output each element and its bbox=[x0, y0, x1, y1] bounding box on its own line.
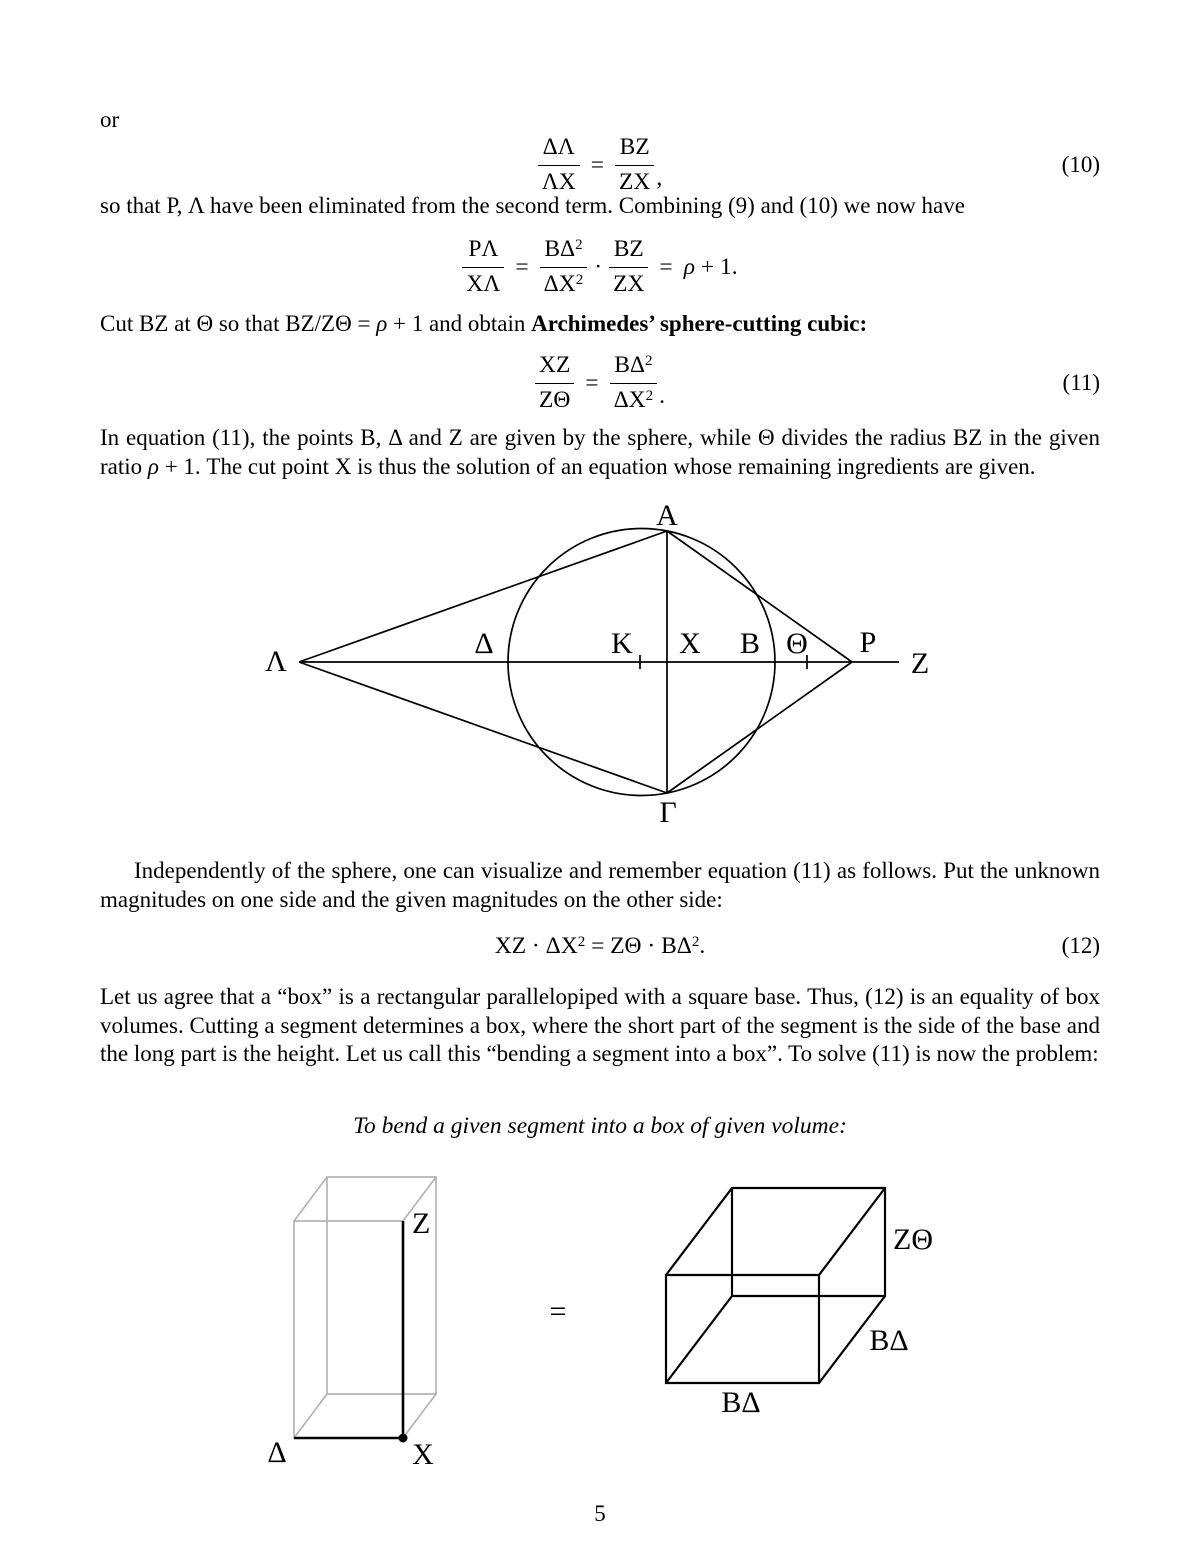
fraction bbox=[615, 134, 654, 195]
numerator-base: BΔ bbox=[544, 236, 576, 263]
equals-sign: = bbox=[590, 151, 605, 178]
numerator: XZ bbox=[538, 352, 571, 379]
sentence-part: In equation (11), the points B, Δ and Z are given by the sphere, while Θ divides the radius BZ in the given ratio bbox=[100, 425, 1100, 479]
label-Z: Z bbox=[910, 647, 930, 680]
numerator-base: BΔ bbox=[614, 352, 645, 379]
denominator bbox=[540, 267, 588, 298]
label-Theta: Θ bbox=[786, 627, 808, 660]
box-equality-figure bbox=[240, 1160, 960, 1480]
exponent: 2 bbox=[577, 933, 586, 950]
sentence-part: + 1 and obtain bbox=[387, 311, 532, 336]
denominator: ΛX bbox=[538, 165, 580, 196]
label-Z-top: Z bbox=[412, 1207, 431, 1240]
label-X-bottom: X bbox=[412, 1438, 434, 1471]
denominator: XΛ bbox=[462, 267, 504, 298]
equation-tag-11: (11) bbox=[1062, 370, 1100, 395]
label-A: A bbox=[656, 499, 678, 532]
paragraph-equation-11-explanation bbox=[100, 424, 1100, 481]
fraction bbox=[540, 236, 588, 297]
equation-punctuation: , bbox=[656, 164, 663, 191]
numerator: BZ bbox=[619, 134, 650, 161]
label-Delta: Δ bbox=[474, 627, 494, 660]
paragraph-box-definition: Let us agree that a “box” is a rectangular parallelopiped with a square base. Thus, (12) is an equality of box volumes. Cutting a segment determines a box, where the short part of the segment is the side of the base and the long part is the height. Let us call this “bending a segment into a box”. To solve (11) is now the problem: bbox=[100, 984, 1100, 1066]
denominator-base: ΔX bbox=[613, 386, 646, 413]
sentence-part: + 1. The cut point X is thus the solution of an equation whose remaining ingredients are given. bbox=[158, 453, 1036, 479]
label-ZTheta-height: ZΘ bbox=[893, 1223, 933, 1256]
equation-combined bbox=[100, 222, 1100, 312]
problem-statement: To bend a given segment into a box of given volume: bbox=[353, 1113, 847, 1139]
equals-sign: = bbox=[515, 253, 529, 280]
equals-sign: = bbox=[659, 253, 673, 280]
exponent: 2 bbox=[575, 237, 583, 254]
label-X: X bbox=[679, 627, 701, 660]
equation-tag-10: (10) bbox=[1061, 152, 1100, 177]
denominator: ZX bbox=[615, 165, 654, 196]
rho-symbol: ρ bbox=[376, 311, 388, 336]
line-Gamma-P bbox=[667, 662, 852, 793]
line-Lambda-Gamma bbox=[299, 662, 667, 793]
label-Lambda: Λ bbox=[265, 645, 287, 678]
exponent: 2 bbox=[575, 271, 584, 288]
paragraph-cut-bz bbox=[100, 310, 1100, 339]
rho-symbol: ρ bbox=[147, 453, 159, 479]
rho-symbol: ρ bbox=[683, 253, 695, 280]
label-K: K bbox=[611, 627, 633, 660]
plus-one-text: + 1. bbox=[694, 253, 738, 280]
equation-text: XZ · ΔX bbox=[494, 932, 578, 959]
denominator-base: ΔX bbox=[543, 270, 576, 297]
fraction bbox=[535, 352, 574, 413]
paragraph-independently: Independently of the sphere, one can visualize and remember equation (11) as follows. Put the unknown magnitudes on one side and the given magnitudes on the other side: bbox=[100, 858, 1100, 912]
denominator bbox=[610, 383, 658, 414]
numerator: PΛ bbox=[468, 236, 499, 263]
label-Delta-bottom: Δ bbox=[267, 1436, 287, 1469]
denominator: ZX bbox=[609, 267, 648, 298]
bold-phrase-sphere-cutting-cubic: Archimedes’ sphere-cutting cubic: bbox=[531, 311, 868, 336]
fraction bbox=[462, 236, 504, 297]
fraction bbox=[610, 352, 658, 413]
equation-punctuation: . bbox=[699, 932, 706, 959]
equation-punctuation: . bbox=[659, 382, 666, 409]
numerator bbox=[610, 352, 656, 382]
fraction bbox=[609, 236, 648, 297]
point-X-dot bbox=[399, 1434, 408, 1443]
equation-12-body bbox=[495, 933, 706, 960]
rho-plus-one bbox=[684, 254, 738, 281]
page-number: 5 bbox=[594, 1501, 606, 1526]
paragraph-elimination: so that P, Λ have been eliminated from the second term. Combining (9) and (10) we now have bbox=[100, 193, 965, 218]
label-P: P bbox=[859, 626, 877, 659]
given-box-wireframe bbox=[666, 1188, 885, 1383]
exponent: 2 bbox=[691, 933, 700, 950]
label-BDelta-width: BΔ bbox=[721, 1386, 761, 1419]
exponent: 2 bbox=[645, 387, 654, 404]
equation-tag-12: (12) bbox=[1061, 933, 1100, 958]
equation-11 bbox=[100, 338, 1100, 428]
equals-sign: = bbox=[585, 369, 599, 396]
sentence-part: Cut BZ at Θ so that BZ/ZΘ = bbox=[100, 311, 377, 336]
exponent: 2 bbox=[645, 353, 653, 370]
denominator: ZΘ bbox=[535, 383, 574, 414]
sphere-cutting-figure bbox=[230, 480, 960, 850]
numerator: ΔΛ bbox=[542, 134, 575, 161]
equation-text: = ZΘ · BΔ bbox=[585, 932, 692, 959]
label-BDelta-depth: BΔ bbox=[869, 1324, 909, 1357]
equation-12 bbox=[100, 928, 1100, 964]
equals-sign: = bbox=[549, 1295, 567, 1328]
fraction bbox=[538, 134, 580, 195]
label-B: B bbox=[739, 627, 761, 660]
numerator bbox=[540, 236, 586, 266]
multiplication-dot: · bbox=[594, 253, 603, 280]
numerator: BZ bbox=[613, 236, 644, 263]
lead-word: or bbox=[100, 107, 120, 132]
label-Gamma: Γ bbox=[659, 796, 677, 829]
